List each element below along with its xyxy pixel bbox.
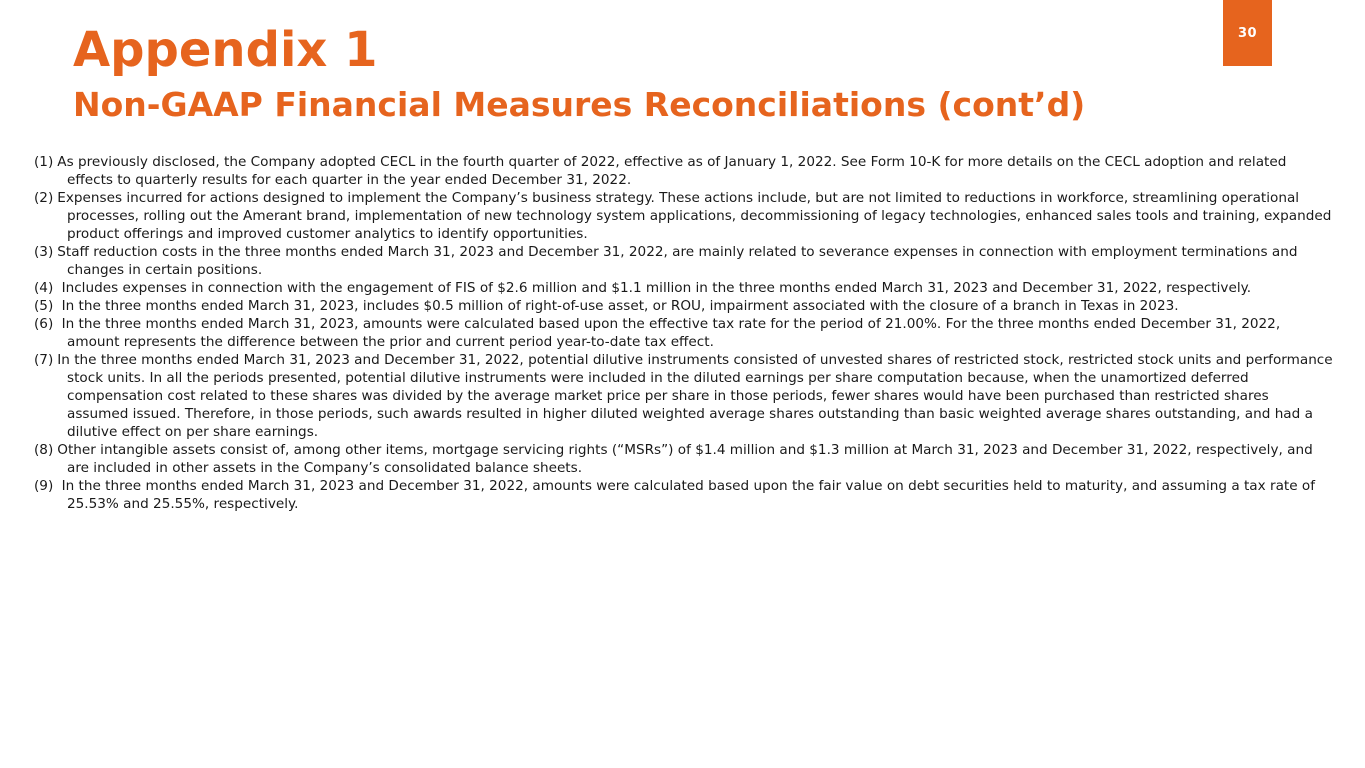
footnote-marker: (4) [34,280,54,296]
page-subtitle: Non-GAAP Financial Measures Reconciliations (cont’d) [73,85,1086,124]
footnote-text: In the three months ended March 31, 2023 and December 31, 2022, potential dilutive instruments consisted of unvested shares of restricted stock, restricted stock units and performance stock units. In all the periods presented, potential dilutive instruments were included in the diluted earnings per share computation because, when the unamortized deferred compensation cost related to these shares was divided by the average market price per share in those periods, fewer shares would have been purchased than restricted shares assumed issued. Therefore, in those periods, such awards resulted in higher diluted weighted average shares outstanding than basic weighted average shares outstanding, and had a dilutive effect on per share earnings. [57,352,1333,440]
footnote-text: Staff reduction costs in the three months ended March 31, 2023 and December 31, 2022, are mainly related to severance expenses in connection with employment terminations and changes in certain positions. [57,244,1298,278]
footnote-4 [34,279,1334,297]
footnote-text: As previously disclosed, the Company adopted CECL in the fourth quarter of 2022, effective as of January 1, 2022. See Form 10-K for more details on the CECL adoption and related effects to quarterly results for each quarter in the year ended December 31, 2022. [57,154,1287,188]
footnote-text: Expenses incurred for actions designed to implement the Company’s business strategy. These actions include, but are not limited to reductions in workforce, streamlining operational processes, rolling out the Amerant brand, implementation of new technology system applications, decommissioning of legacy technologies, enhanced sales tools and training, expanded product offerings and improved customer analytics to identify opportunities. [57,190,1332,242]
footnote-1 [34,153,1334,189]
footnote-text: Includes expenses in connection with the engagement of FIS of $2.6 million and $1.1 million in the three months ended March 31, 2023 and December 31, 2022, respectively. [57,280,1252,296]
page-title: Appendix 1 [73,22,378,78]
footnote-9 [34,477,1334,513]
footnote-2 [34,189,1334,243]
footnote-marker: (9) [34,478,54,494]
footnote-5 [34,297,1334,315]
footnote-marker: (7) [34,352,54,368]
footnote-6 [34,315,1334,351]
footnote-text: In the three months ended March 31, 2023, includes $0.5 million of right-of-use asset, or ROU, impairment associated with the closure of a branch in Texas in 2023. [57,298,1179,314]
footnote-text: In the three months ended March 31, 2023 and December 31, 2022, amounts were calculated based upon the fair value on debt securities held to maturity, and assuming a tax rate of 25.53% and 25.55%, respectively. [57,478,1316,512]
footnotes-list [34,153,1334,513]
footnote-marker: (8) [34,442,54,458]
page-number-badge: 30 [1223,0,1272,66]
footnote-marker: (6) [34,316,54,332]
footnote-3 [34,243,1334,279]
footnote-marker: (2) [34,190,54,206]
footnote-text: Other intangible assets consist of, among other items, mortgage servicing rights (“MSRs”) of $1.4 million and $1.3 million at March 31, 2023 and December 31, 2022, respectively, and are included in other assets in the Company’s consolidated balance sheets. [57,442,1313,476]
footnote-7 [34,351,1334,441]
footnote-8 [34,441,1334,477]
footnote-marker: (1) [34,154,54,170]
footnote-marker: (5) [34,298,54,314]
footnote-text: In the three months ended March 31, 2023, amounts were calculated based upon the effective tax rate for the period of 21.00%. For the three months ended December 31, 2022, amount represents the difference between the prior and current period year-to-date tax effect. [57,316,1281,350]
footnote-marker: (3) [34,244,54,260]
